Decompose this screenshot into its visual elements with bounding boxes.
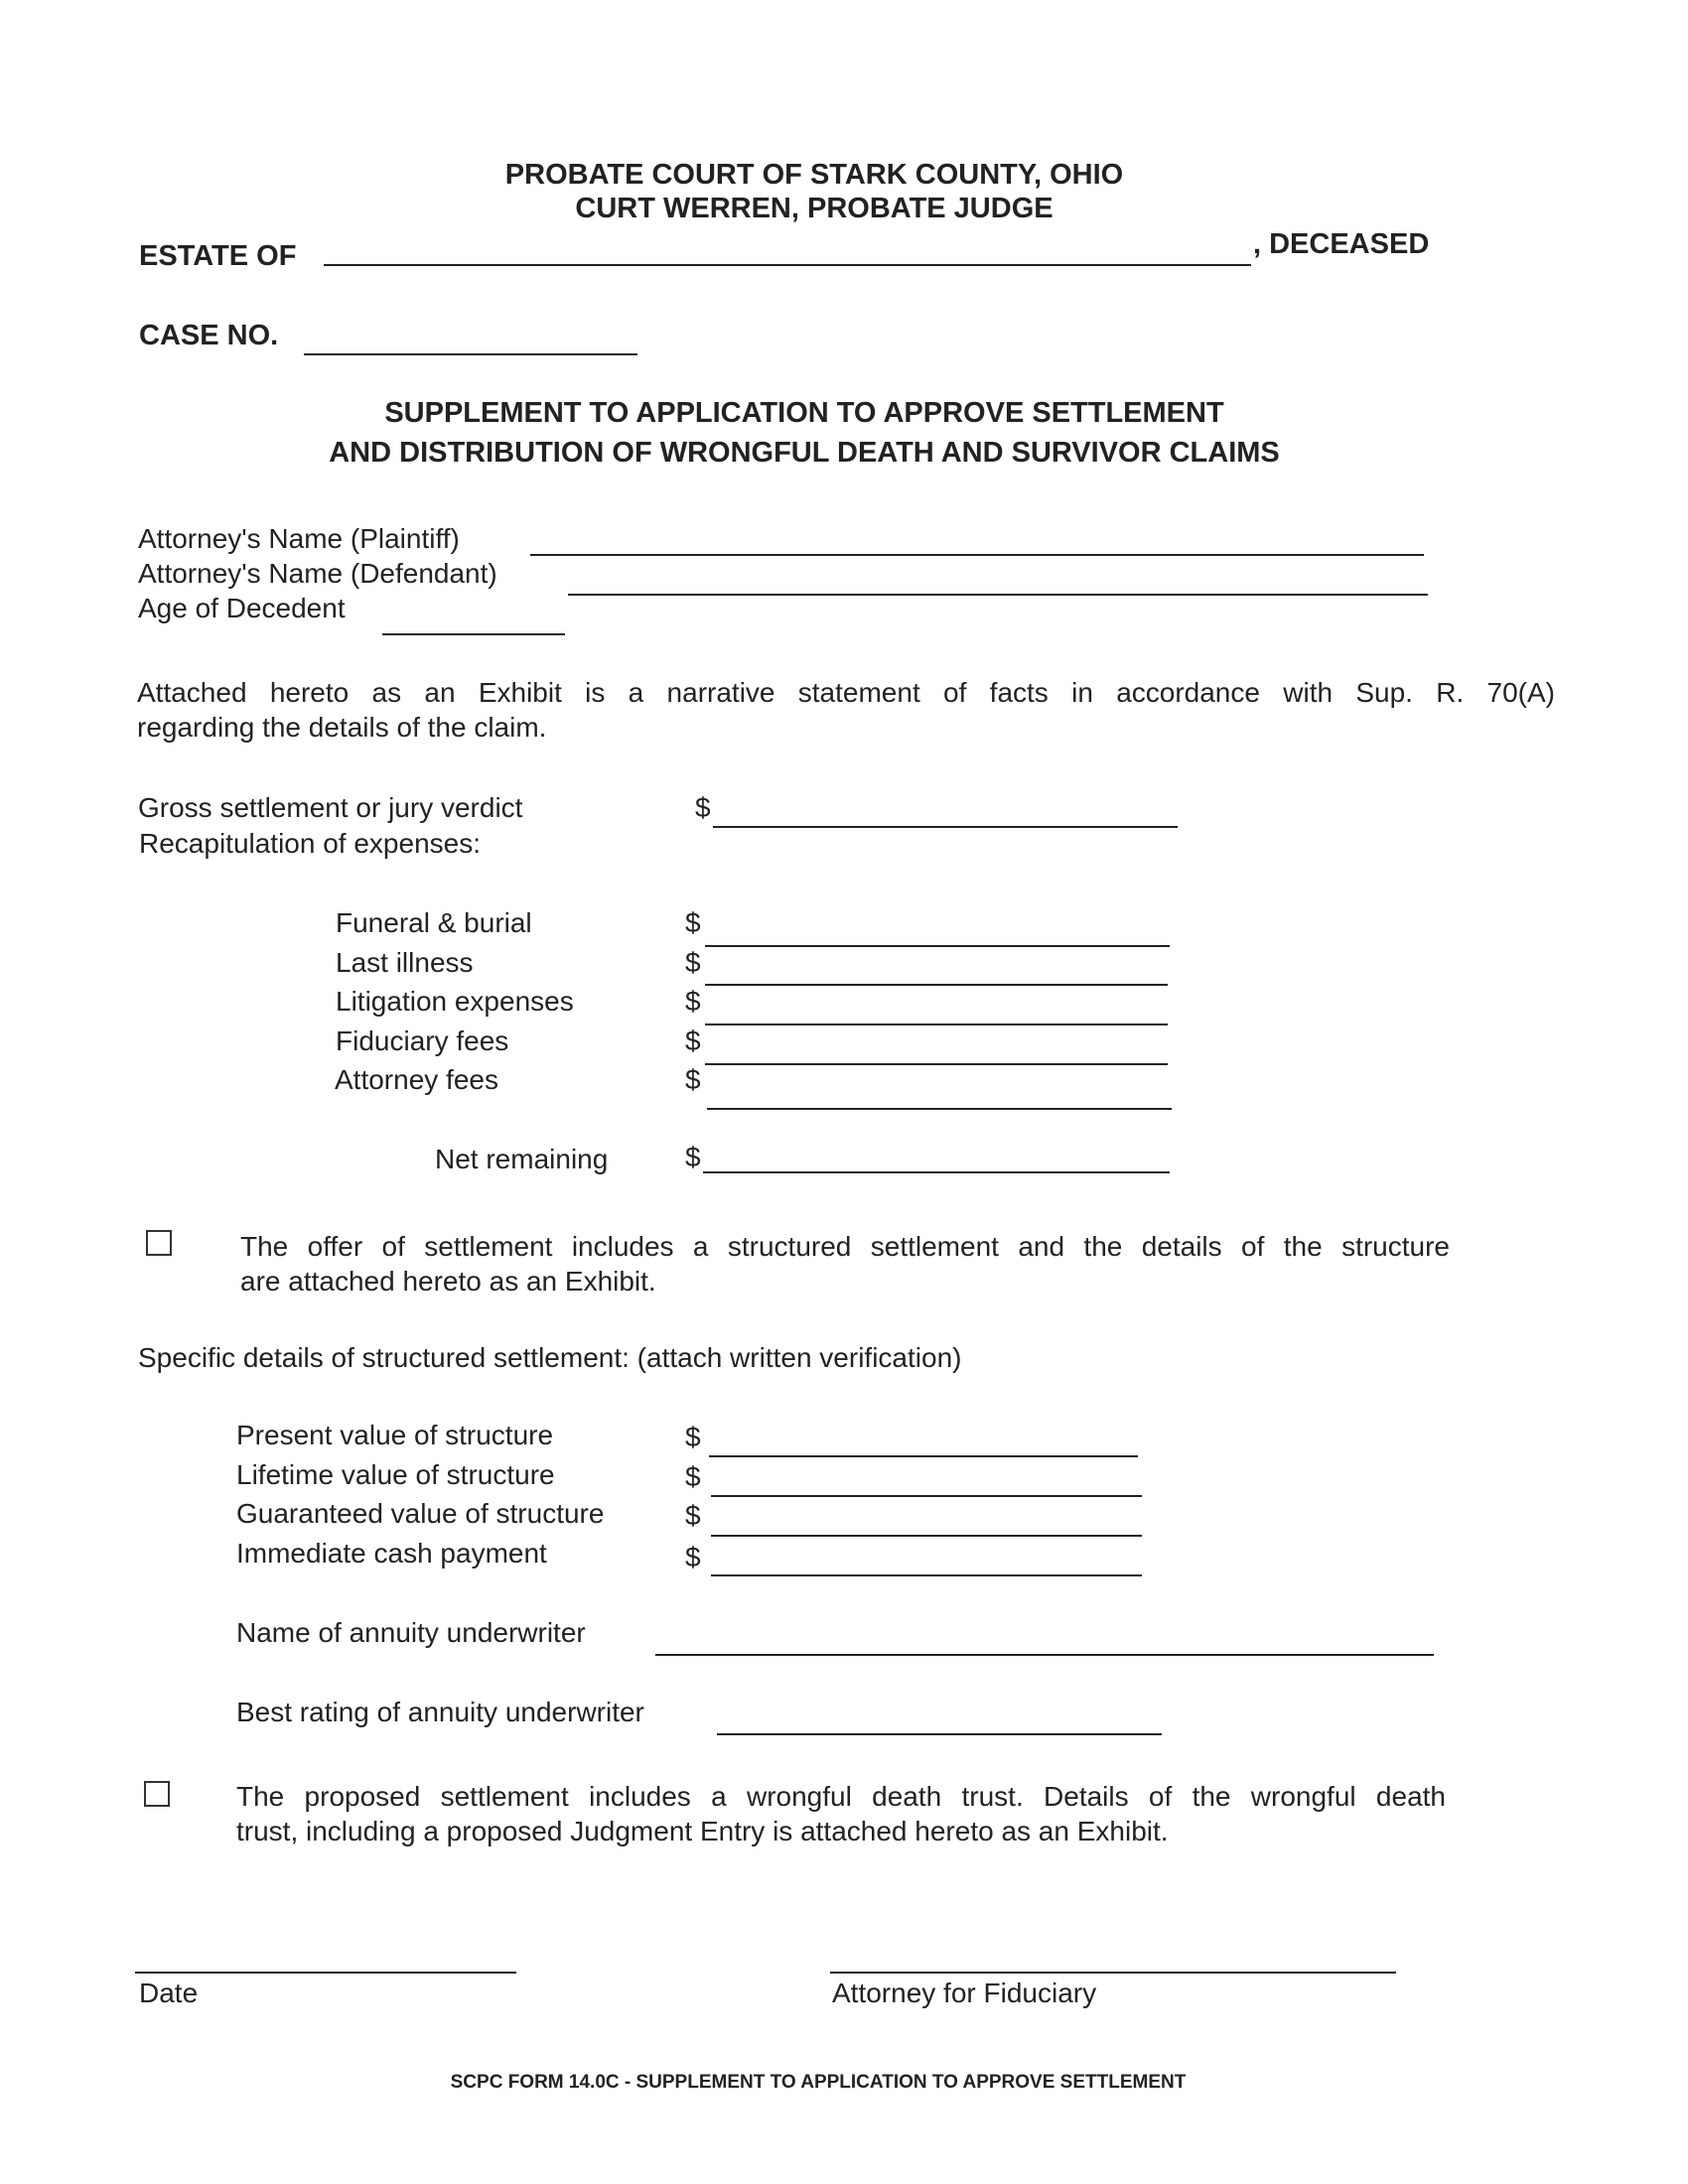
expense-dollar: $ [685,947,701,978]
annuity-underwriter-label: Name of annuity underwriter [236,1617,586,1648]
structure-item-label: Immediate cash payment [236,1538,547,1569]
wrongful-death-trust-checkbox[interactable] [144,1781,170,1807]
annuity-rating-field[interactable] [717,1733,1162,1735]
structure-item-label: Guaranteed value of structure [236,1498,605,1529]
structured-settlement-line1: The offer of settlement includes a structured settlement and the details of the structure [240,1231,1450,1262]
structure-item-label: Present value of structure [236,1420,554,1450]
structure-lifetime-value-field[interactable] [711,1495,1142,1497]
age-of-decedent-label: Age of Decedent [138,593,346,623]
expense-dollar: $ [685,907,701,938]
net-remaining-field[interactable] [703,1171,1170,1173]
attorney-defendant-field[interactable] [568,594,1428,596]
expense-field-attorney[interactable] [707,1108,1172,1110]
structure-item-dollar: $ [685,1461,701,1492]
attorney-defendant-label: Attorney's Name (Defendant) [138,558,497,589]
expense-dollar: $ [685,1025,701,1056]
attorney-signature-line[interactable] [830,1972,1396,1974]
expense-label: Litigation expenses [336,986,574,1017]
date-signature-line[interactable] [135,1972,516,1974]
case-number-label: CASE NO. [139,320,279,351]
form-footer: SCPC FORM 14.0C - SUPPLEMENT TO APPLICATION TO APPROVE SETTLEMENT [450,2072,1187,2093]
wrongful-death-trust-line2: trust, including a proposed Judgment Entry is attached hereto as an Exhibit. [236,1816,1169,1846]
expense-dollar: $ [685,986,701,1017]
court-name: PROBATE COURT OF STARK COUNTY, OHIO [504,159,1124,191]
structured-settlement-text [240,1229,1450,1298]
estate-field[interactable] [324,264,1251,266]
form-title-line2: AND DISTRIBUTION OF WRONGFUL DEATH AND SURVIVOR CLAIMS [329,437,1280,469]
wrongful-death-trust-line1: The proposed settlement includes a wrongful death trust. Details of the wrongful death [236,1781,1446,1812]
structured-settlement-checkbox[interactable] [146,1230,172,1256]
structured-settlement-line2: are attached hereto as an Exhibit. [240,1266,656,1297]
expense-dollar: $ [685,1064,701,1095]
expense-label: Funeral & burial [336,907,532,938]
net-remaining-dollar: $ [685,1142,701,1172]
exhibit-note-line2: regarding the details of the claim. [137,712,547,743]
exhibit-note [137,675,1555,745]
recap-label: Recapitulation of expenses: [139,828,481,859]
gross-settlement-field[interactable] [713,826,1178,828]
expense-field-litigation[interactable] [705,1024,1168,1025]
attorney-for-fiduciary-label: Attorney for Fiduciary [832,1978,1097,2008]
net-remaining-label: Net remaining [435,1144,609,1174]
structure-item-dollar: $ [685,1500,701,1531]
structure-details-heading: Specific details of structured settlement: (attach written verification) [138,1342,962,1373]
deceased-label: , DECEASED [1253,228,1430,260]
judge-name: CURT WERREN, PROBATE JUDGE [575,193,1054,224]
wrongful-death-trust-text [236,1779,1446,1848]
gross-settlement-label: Gross settlement or jury verdict [138,792,523,823]
annuity-rating-label: Best rating of annuity underwriter [236,1697,644,1727]
expense-field-funeral[interactable] [705,945,1170,947]
structure-item-label: Lifetime value of structure [236,1459,555,1490]
expense-label: Attorney fees [335,1064,498,1095]
age-of-decedent-field[interactable] [382,633,565,635]
structure-item-dollar: $ [685,1542,701,1572]
structure-immediate-cash-field[interactable] [711,1574,1142,1576]
exhibit-note-line1: Attached hereto as an Exhibit is a narrative statement of facts in accordance with Sup. R. 70(A) [137,677,1555,708]
attorney-plaintiff-label: Attorney's Name (Plaintiff) [138,523,460,554]
expense-field-fiduciary[interactable] [705,1063,1168,1065]
expense-label: Fiduciary fees [336,1025,509,1056]
structure-guaranteed-value-field[interactable] [711,1535,1142,1537]
structure-present-value-field[interactable] [709,1455,1138,1457]
structure-item-dollar: $ [685,1422,701,1452]
case-number-field[interactable] [304,353,637,355]
expense-label: Last illness [336,947,474,978]
form-title-line1: SUPPLEMENT TO APPLICATION TO APPROVE SETTLEMENT [384,397,1224,429]
gross-settlement-dollar: $ [695,792,711,823]
attorney-plaintiff-field[interactable] [530,554,1424,556]
annuity-underwriter-field[interactable] [655,1654,1434,1656]
date-label: Date [139,1978,199,2008]
expense-field-last-illness[interactable] [705,984,1168,986]
estate-label: ESTATE OF [139,240,297,272]
